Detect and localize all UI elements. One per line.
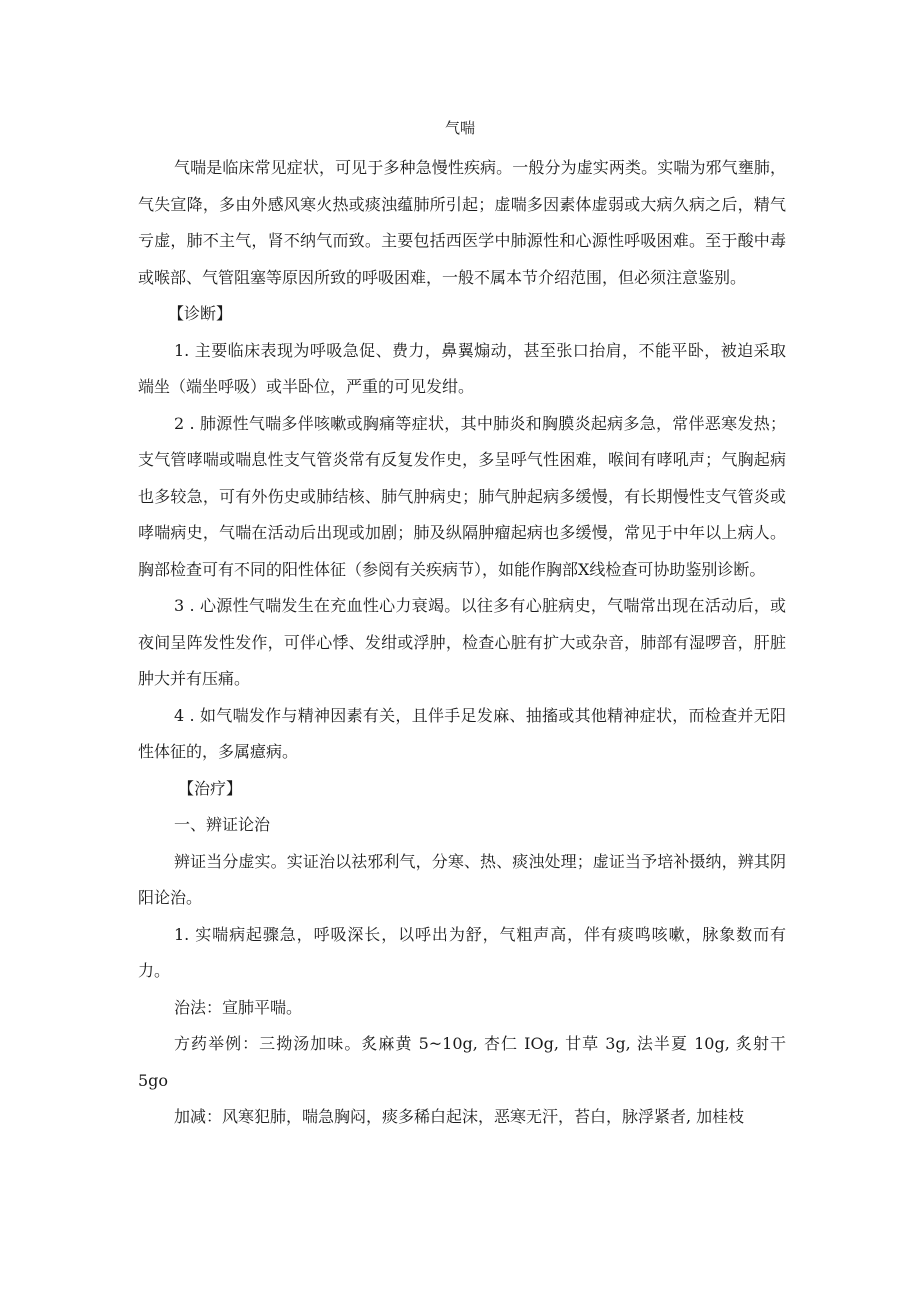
document-title: 气喘 (444, 119, 475, 137)
treatment-paragraph-1: 辨证当分虚实。实证治以祛邪利气，分寒、热、痰浊处理；虚证当予培补摄纳，辨其阴阳论治。 (138, 851, 786, 907)
treatment-subheading: 一、辨证论治 (174, 815, 271, 834)
diagnosis-item-2: 2 . 肺源性气喘多伴咳嗽或胸痛等症状，其中肺炎和胸膜炎起病多急，常伴恶寒发热；支气管哮喘或喘息性支气管炎常有反复发作史，多呈呼气性困难，喉间有哮吼声；气胸起病也多较急，可有外伤史或肺结核、肺气肿病史；肺气肿起病多缓慢，有长期慢性支气管炎或哮喘病史，气喘在活动后出现或加剧；肺及纵隔肿瘤起病也多缓慢，常见于中年以上病人。胸部检查可有不同的阳性体征（参阅有关疾病节），如能作胸部X线检查可协助鉴别诊断。 (138, 413, 786, 579)
diagnosis-item-4: 4 . 如气喘发作与精神因素有关，且伴手足发麻、抽搐或其他精神症状，而检查并无阳性体征的，多属癔病。 (138, 705, 786, 761)
treatment-method: 治法：宣肺平喘。 (174, 997, 303, 1017)
intro-paragraph: 气喘是临床常见症状，可见于多种急慢性疾病。一般分为虚实两类。实喘为邪气壅肺，气失宣降，多由外感风寒火热或痰浊蕴肺所引起；虚喘多因素体虚弱或大病久病之后，精气亏虚，肺不主气，肾不纳气而致。主要包括西医学中肺源性和心源性呼吸困难。至于酸中毒或喉部、气管阻塞等原因所致的呼吸困难，一般不属本节介绍范围，但必须注意鉴别。 (138, 158, 786, 287)
treatment-prescription: 方药举例：三拗汤加味。炙麻黄 5~10g, 杏仁 IOg, 甘草 3g, 法半夏 10g, 炙射干 5go (138, 1034, 786, 1090)
section-heading-diagnosis: 【诊断】 (168, 304, 233, 323)
section-heading-treatment: 【治疗】 (178, 778, 243, 798)
document-body (138, 150, 786, 1136)
treatment-paragraph-2: 1. 实喘病起骤急，呼吸深长，以呼出为舒，气粗声高，伴有痰鸣咳嗽，脉象数而有力。 (138, 924, 786, 980)
diagnosis-item-1: 1. 主要临床表现为呼吸急促、费力，鼻翼煽动，甚至张口抬肩，不能平卧，被迫采取端坐（端坐呼吸）或半卧位，严重的可见发绀。 (138, 340, 786, 396)
treatment-modification: 加减：风寒犯肺，喘急胸闷，痰多稀白起沫，恶寒无汗，苔白，脉浮紧者, 加桂枝 (174, 1107, 745, 1126)
diagnosis-item-3: 3 . 心源性气喘发生在充血性心力衰竭。以往多有心脏病史，气喘常出现在活动后，或夜间呈阵发性发作，可伴心悸、发绀或浮肿，检查心脏有扩大或杂音，肺部有湿啰音，肝脏肿大并有压痛。 (138, 596, 786, 688)
